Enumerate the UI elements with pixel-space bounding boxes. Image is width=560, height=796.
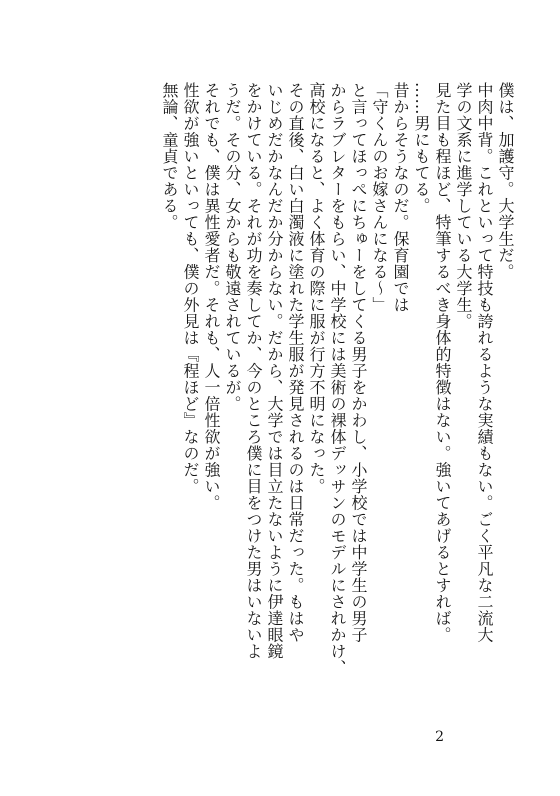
text-line: と言ってほっぺにちゅーをしてくる男子をかわし、小学校では中学生の男子 <box>349 82 368 643</box>
text-line: 僕は、加護守。大学生だ。 <box>496 82 515 280</box>
text-line: いじめだかなんだか分からない。だから、大学では目立たないように伊達眼鏡 <box>265 82 284 660</box>
body-text <box>64 82 516 722</box>
text-line: それでも、僕は異性愛者だ。それも、人一倍性欲が強い。 <box>202 82 221 511</box>
page-number: 2 <box>435 729 444 745</box>
text-line: うだ。その分、女からも敬遠されているが。 <box>223 82 242 412</box>
text-line: その直後、白い白濁液に塗れた学生服が発見されるのは日常だった。もはや <box>286 82 305 643</box>
text-line: 昔からそうなのだ。保育園では <box>391 82 410 313</box>
text-line: 「守くんのお嫁さんになる〜」 <box>370 82 389 313</box>
text-line: 見た目も程ほど、特筆するべき身体的特徴はない。強いてあげるとすれば。 <box>433 82 452 643</box>
text-line: 中肉中背。これといって特技も誇れるような実績もない。ごく平凡な二流大 <box>475 82 494 643</box>
text-line: 無論、童貞である。 <box>160 82 179 231</box>
text-line: 高校になると、よく体育の際に服が行方不明になった。 <box>307 82 326 495</box>
text-line: 性欲が強いといっても、僕の外見は『程ほど』なのだ。 <box>181 82 200 495</box>
text-line: ……男にもてる。 <box>412 82 431 214</box>
text-line: 学の文系に進学している大学生。 <box>454 82 473 330</box>
text-line: からラブレターをもらい、中学校には美術の裸体デッサンのモデルにされかけ、 <box>328 82 347 676</box>
text-line: をかけている。それが功を奏してか、今のところ僕に目をつけた男はいないよ <box>244 82 263 660</box>
